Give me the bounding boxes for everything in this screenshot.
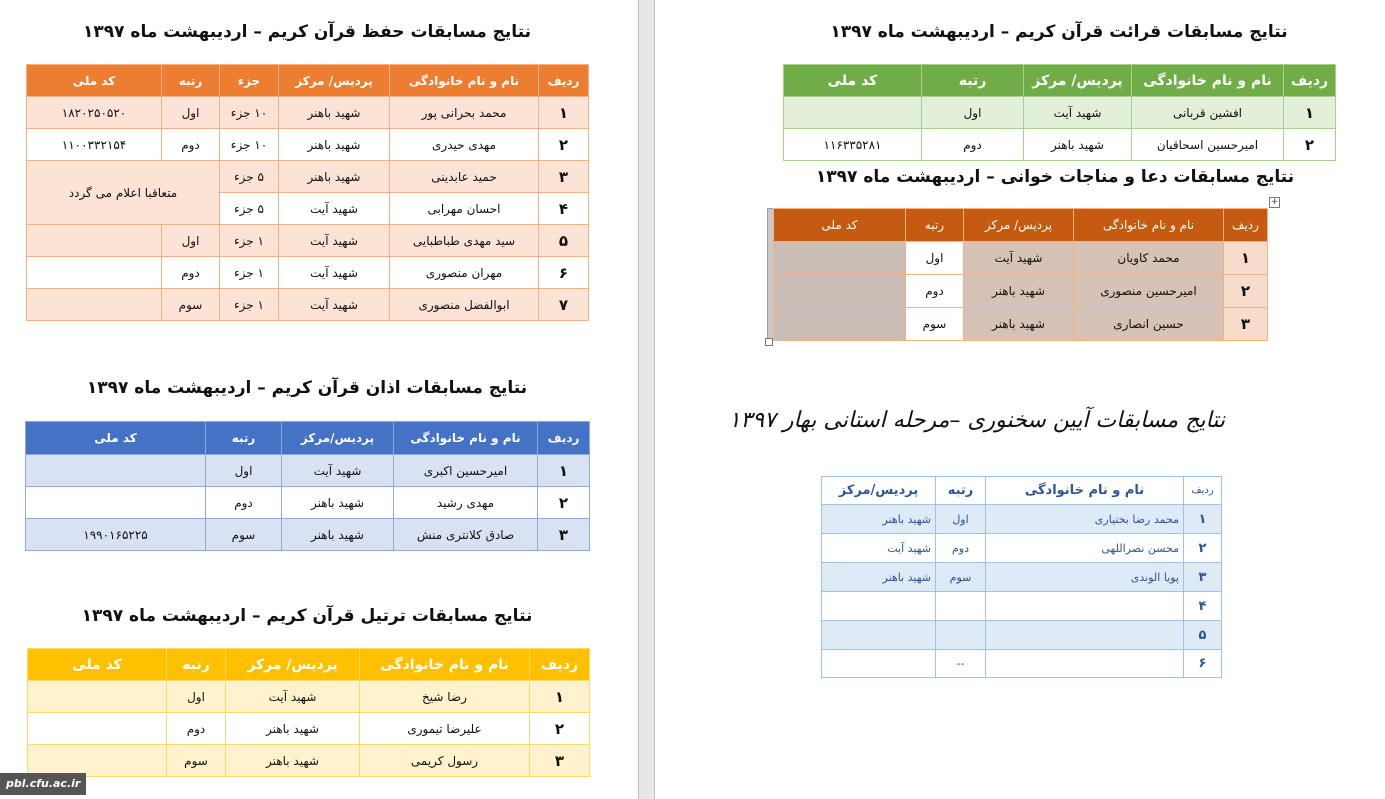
header-cell: کد ملی [26, 422, 206, 455]
table-row [27, 97, 589, 129]
azan-table [25, 421, 590, 551]
table-header-row [822, 477, 1222, 505]
campus-cell: شهید آیت [279, 193, 390, 225]
campus-cell: شهید باهنر [822, 505, 936, 534]
table-row [28, 713, 590, 745]
name-cell [986, 592, 1184, 621]
header-cell: ردیف [538, 422, 590, 455]
code-cell [28, 681, 167, 713]
row-number: ۲ [530, 713, 590, 745]
qiraat-table [783, 64, 1336, 161]
juz-cell: ۱ جزء [220, 257, 279, 289]
header-cell: کد ملی [774, 209, 906, 242]
table-row [27, 161, 589, 193]
row-number: ۱ [539, 97, 589, 129]
campus-cell: شهید آیت [279, 289, 390, 321]
name-cell: احسان مهرابی [390, 193, 539, 225]
campus-cell: شهید باهنر [279, 97, 390, 129]
header-cell: ردیف [1284, 65, 1336, 97]
row-number: ۶ [539, 257, 589, 289]
rank-cell: سوم [162, 289, 220, 321]
campus-cell: شهید باهنر [964, 308, 1074, 341]
rank-cell: اول [162, 97, 220, 129]
sokhanvari-table [821, 476, 1222, 678]
header-cell: ردیف [1184, 477, 1222, 505]
name-cell: علیرضا تیموری [360, 713, 530, 745]
table-header-row [28, 649, 590, 681]
header-cell: پردیس/ مرکز [1024, 65, 1132, 97]
row-number: ۱ [538, 455, 590, 487]
row-number: ۶ [1184, 650, 1222, 678]
header-cell: پردیس/مرکز [282, 422, 394, 455]
name-cell [986, 650, 1184, 678]
name-cell: افشین قربانی [1132, 97, 1284, 129]
header-cell: نام و نام خانوادگی [390, 65, 539, 97]
campus-cell: شهید آیت [282, 455, 394, 487]
header-cell: پردیس/ مرکز [964, 209, 1074, 242]
sokhanvari-title: نتایج مسابقات آیین سخنوری –مرحله استانی بهار ۱۳۹۷ [728, 408, 1225, 433]
hifz-table [26, 64, 589, 321]
code-cell [28, 713, 167, 745]
page-separator [638, 0, 655, 799]
rank-cell: دوم [936, 534, 986, 563]
table-header-row [784, 65, 1336, 97]
name-cell: مهدی حیدری [390, 129, 539, 161]
row-number: ۱ [1184, 505, 1222, 534]
campus-cell: شهید باهنر [226, 745, 360, 777]
table-row [27, 129, 589, 161]
campus-cell [822, 650, 936, 678]
juz-cell: ۱ جزء [220, 225, 279, 257]
table-row [27, 225, 589, 257]
hifz-title: نتایج مسابقات حفظ قرآن کریم – اردیبهشت ماه ۱۳۹۷ [82, 22, 532, 42]
campus-cell: شهید باهنر [282, 519, 394, 551]
campus-cell: شهید آیت [1024, 97, 1132, 129]
campus-cell: شهید باهنر [279, 129, 390, 161]
header-cell: جزء [220, 65, 279, 97]
table-row [784, 129, 1336, 161]
table-row [822, 650, 1222, 678]
campus-cell: شهید باهنر [226, 713, 360, 745]
row-number: ۱ [530, 681, 590, 713]
code-cell [774, 275, 906, 308]
name-cell: امیرحسین اسحاقیان [1132, 129, 1284, 161]
header-cell: نام و نام خانوادگی [1132, 65, 1284, 97]
table-row [822, 621, 1222, 650]
rank-cell: سوم [936, 563, 986, 592]
rank-cell: اول [906, 242, 964, 275]
row-number: ۳ [530, 745, 590, 777]
header-cell: کد ملی [27, 65, 162, 97]
row-number: ۲ [1284, 129, 1336, 161]
table-row [822, 592, 1222, 621]
table-row [26, 487, 590, 519]
code-cell: ۱۱۶۳۳۵۲۸۱ [784, 129, 922, 161]
rank-cell: دوم [162, 129, 220, 161]
code-cell [27, 257, 162, 289]
name-cell: محمد بحرانی پور [390, 97, 539, 129]
juz-cell: ۱ جزء [220, 289, 279, 321]
row-number: ۳ [539, 161, 589, 193]
header-cell: رتبه [162, 65, 220, 97]
campus-cell: شهید آیت [279, 257, 390, 289]
juz-cell: ۱۰ جزء [220, 129, 279, 161]
row-number: ۵ [1184, 621, 1222, 650]
juz-cell: ۱۰ جزء [220, 97, 279, 129]
row-number: ۵ [539, 225, 589, 257]
code-cell [27, 289, 162, 321]
rank-cell: اول [206, 455, 282, 487]
table-row [27, 289, 589, 321]
campus-cell: شهید باهنر [282, 487, 394, 519]
azan-title: نتایج مسابقات اذان قرآن کریم – اردیبهشت ماه ۱۳۹۷ [86, 378, 528, 398]
campus-cell: شهید آیت [279, 225, 390, 257]
juz-cell: ۵ جزء [220, 193, 279, 225]
code-cell [28, 745, 167, 777]
header-cell: ردیف [539, 65, 589, 97]
table-resize-handle-icon[interactable] [765, 338, 773, 346]
header-cell: ردیف [1224, 209, 1268, 242]
row-number: ۳ [1224, 308, 1268, 341]
header-cell: پردیس/ مرکز [279, 65, 390, 97]
name-cell: ابوالفضل منصوری [390, 289, 539, 321]
row-number: ۳ [1184, 563, 1222, 592]
rank-cell: سوم [906, 308, 964, 341]
header-cell: رتبه [922, 65, 1024, 97]
campus-cell: شهید باهنر [964, 275, 1074, 308]
rank-cell: دوم [906, 275, 964, 308]
tartil-title: نتایج مسابقات ترتیل قرآن کریم – اردیبهشت ماه ۱۳۹۷ [81, 606, 533, 626]
name-cell: رضا شیخ [360, 681, 530, 713]
name-cell: سید مهدی طباطبایی [390, 225, 539, 257]
header-cell: پردیس/مرکز [822, 477, 936, 505]
header-cell: کد ملی [784, 65, 922, 97]
name-cell: محسن نصراللهی [986, 534, 1184, 563]
header-cell: رتبه [167, 649, 226, 681]
rank-cell: اول [162, 225, 220, 257]
document-page-left [0, 0, 638, 799]
row-number: ۴ [539, 193, 589, 225]
code-cell: ۱۹۹۰۱۶۵۲۲۵ [26, 519, 206, 551]
header-cell: نام و نام خانوادگی [1074, 209, 1224, 242]
merged-note-cell: متعاقبا اعلام می گردد [27, 161, 220, 225]
name-cell: محمد کاویان [1074, 242, 1224, 275]
header-cell: ردیف [530, 649, 590, 681]
header-cell: نام و نام خانوادگی [360, 649, 530, 681]
row-number: ۲ [1184, 534, 1222, 563]
table-header-row [26, 422, 590, 455]
table-row [27, 257, 589, 289]
table-row [28, 681, 590, 713]
header-cell: رتبه [206, 422, 282, 455]
name-cell [986, 621, 1184, 650]
campus-cell: شهید آیت [964, 242, 1074, 275]
table-row [822, 534, 1222, 563]
header-cell: پردیس/ مرکز [226, 649, 360, 681]
qiraat-title: نتایج مسابقات قرائت قرآن کریم – اردیبهشت ماه ۱۳۹۷ [830, 22, 1288, 42]
rank-cell: دوم [206, 487, 282, 519]
code-cell [26, 455, 206, 487]
table-row [822, 505, 1222, 534]
table-row [774, 275, 1268, 308]
name-cell: محمد رضا بختیاری [986, 505, 1184, 534]
name-cell: حسین انصاری [1074, 308, 1224, 341]
doa-table [773, 208, 1268, 341]
table-header-row [774, 209, 1268, 242]
rank-cell: سوم [206, 519, 282, 551]
campus-cell: شهید باهنر [822, 563, 936, 592]
rank-cell: دوم [167, 713, 226, 745]
rank-cell: اول [936, 505, 986, 534]
name-cell: پویا الوندی [986, 563, 1184, 592]
name-cell: امیرحسین اکبری [394, 455, 538, 487]
row-number: ۱ [1224, 242, 1268, 275]
table-row [26, 455, 590, 487]
table-row [26, 519, 590, 551]
header-cell: رتبه [936, 477, 986, 505]
name-cell: مهران منصوری [390, 257, 539, 289]
header-cell: نام و نام خانوادگی [986, 477, 1184, 505]
table-move-handle-icon[interactable]: + [1270, 197, 1279, 207]
name-cell: امیرحسین منصوری [1074, 275, 1224, 308]
header-cell: کد ملی [28, 649, 167, 681]
site-watermark-logo: pbl.cfu.ac.ir [0, 773, 86, 795]
campus-cell: شهید آیت [226, 681, 360, 713]
name-cell: رسول کریمی [360, 745, 530, 777]
doa-title: نتایج مسابقات دعا و مناجات خوانی – اردیبهشت ماه ۱۳۹۷ [815, 167, 1295, 187]
table-row [774, 308, 1268, 341]
table-row [28, 745, 590, 777]
code-cell [26, 487, 206, 519]
row-number: ۳ [538, 519, 590, 551]
document-page-right [655, 0, 1385, 799]
rank-cell: سوم [167, 745, 226, 777]
code-cell [27, 225, 162, 257]
name-cell: حمید عابدینی [390, 161, 539, 193]
table-row [784, 97, 1336, 129]
campus-cell [822, 592, 936, 621]
row-number: ۴ [1184, 592, 1222, 621]
code-cell [774, 308, 906, 341]
campus-cell: شهید باهنر [279, 161, 390, 193]
campus-cell: شهید آیت [822, 534, 936, 563]
code-cell: ۱۸۲۰۲۵۰۵۲۰ [27, 97, 162, 129]
campus-cell [822, 621, 936, 650]
rank-cell [936, 621, 986, 650]
campus-cell: شهید باهنر [1024, 129, 1132, 161]
code-cell: ۱۱۰۰۳۳۲۱۵۴ [27, 129, 162, 161]
row-number: ۲ [538, 487, 590, 519]
table-row [822, 563, 1222, 592]
row-number: ۷ [539, 289, 589, 321]
rank-cell: -- [936, 650, 986, 678]
rank-cell: دوم [162, 257, 220, 289]
table-header-row [27, 65, 589, 97]
rank-cell: اول [167, 681, 226, 713]
tartil-table [27, 648, 590, 777]
row-number: ۲ [539, 129, 589, 161]
code-cell [784, 97, 922, 129]
code-cell [774, 242, 906, 275]
row-number: ۲ [1224, 275, 1268, 308]
header-cell: نام و نام خانوادگی [394, 422, 538, 455]
rank-cell: اول [922, 97, 1024, 129]
row-number: ۱ [1284, 97, 1336, 129]
header-cell: رتبه [906, 209, 964, 242]
table-row [774, 242, 1268, 275]
juz-cell: ۵ جزء [220, 161, 279, 193]
name-cell: مهدی رشید [394, 487, 538, 519]
rank-cell [936, 592, 986, 621]
rank-cell: دوم [922, 129, 1024, 161]
name-cell: صادق کلانتری منش [394, 519, 538, 551]
